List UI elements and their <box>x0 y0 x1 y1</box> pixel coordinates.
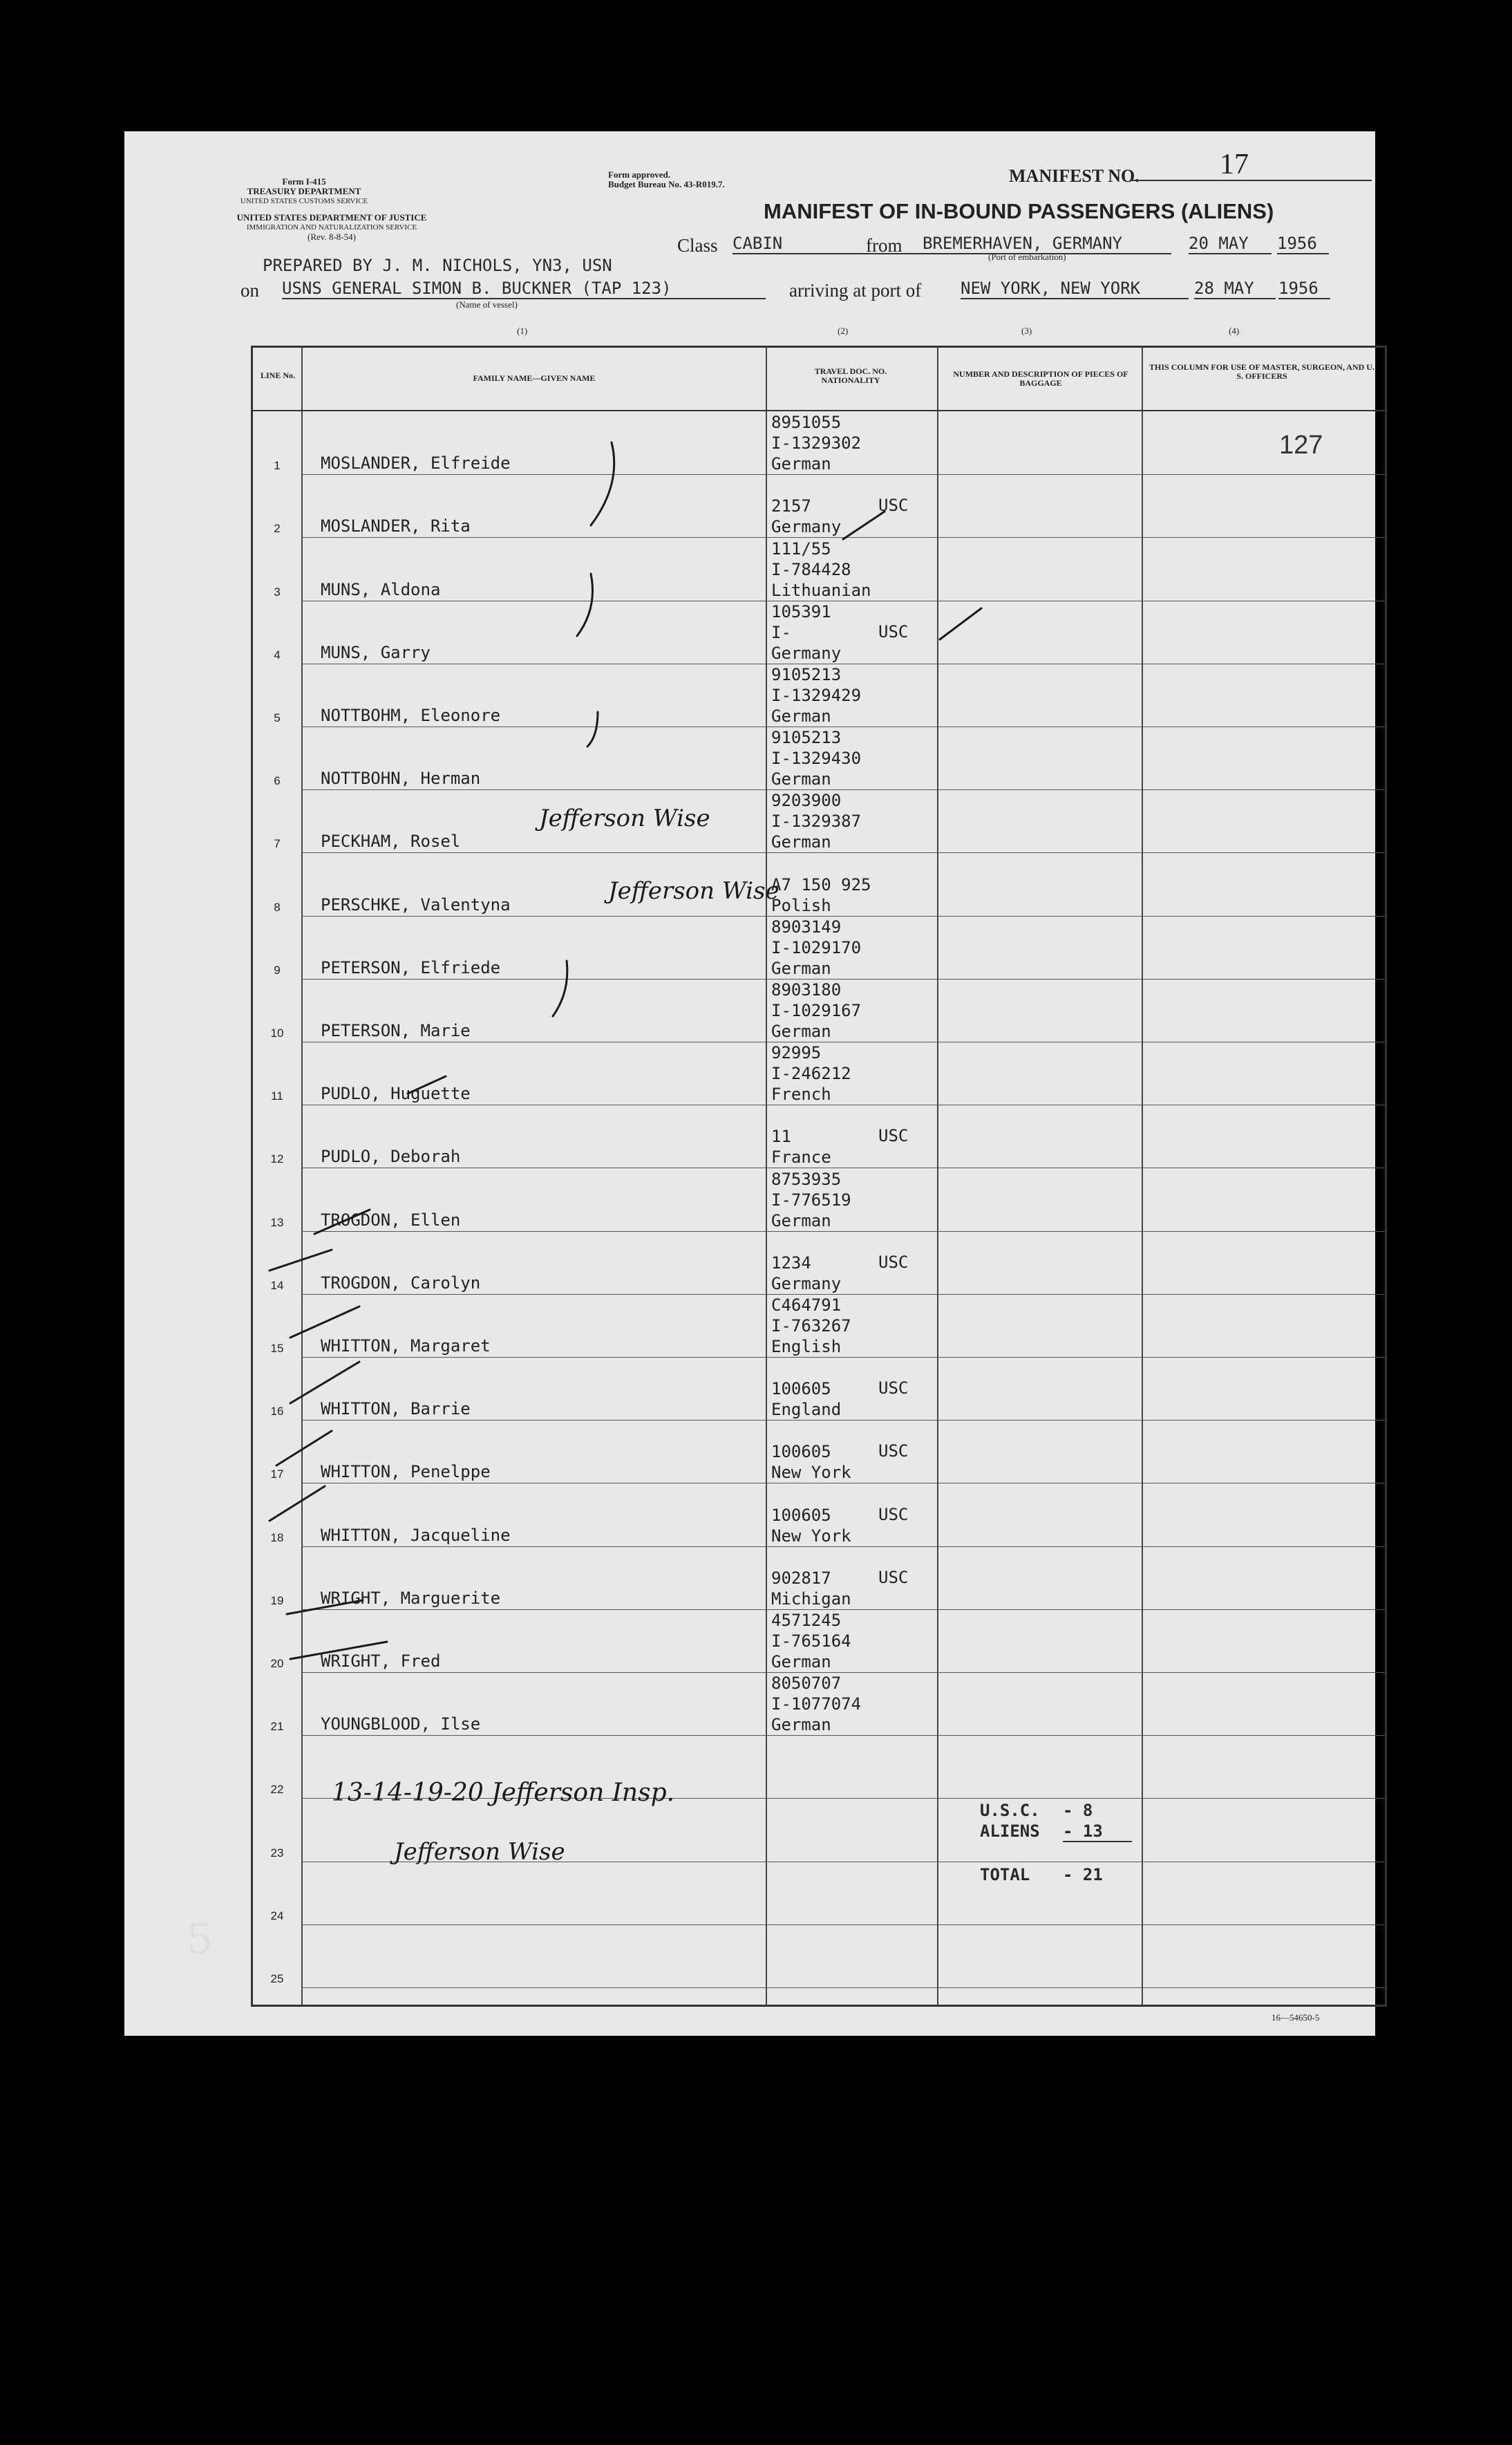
arrival-year: 1956 <box>1278 279 1330 299</box>
citizenship-flag: USC <box>878 1504 909 1524</box>
passenger-name: WRIGHT, Marguerite <box>321 1588 501 1608</box>
header-travel-doc: TRAVEL DOC. NO. NATIONALITY <box>814 366 887 385</box>
check-mark <box>290 1306 359 1338</box>
check-mark <box>553 961 567 1016</box>
travel-doc: 8951055 I-1329302 German <box>771 413 862 474</box>
arrival-date: 28 MAY <box>1194 279 1276 299</box>
passenger-name: TROGDON, Ellen <box>321 1210 461 1230</box>
treasury-dept: TREASURY DEPARTMENT <box>247 186 361 196</box>
passenger-name: NOTTBOHN, Herman <box>321 769 481 789</box>
check-mark <box>577 574 593 636</box>
passenger-name: WHITTON, Barrie <box>321 1399 471 1419</box>
travel-doc: 1234 Germany <box>771 1253 842 1293</box>
aliens-total-value: - 13 <box>1063 1821 1132 1842</box>
line-number: 14 <box>270 1278 284 1292</box>
footer-code: 16—54650-5 <box>1272 2012 1320 2023</box>
passenger-name: YOUNGBLOOD, Ilse <box>321 1714 481 1734</box>
grand-total-label: TOTAL <box>980 1865 1030 1884</box>
line-number: 24 <box>270 1909 284 1922</box>
line-number: 6 <box>274 774 281 788</box>
handwriting-overlay <box>124 131 1375 2036</box>
line-number: 5 <box>274 711 281 724</box>
line-number: 20 <box>270 1656 284 1670</box>
grand-total-value: - 21 <box>1063 1865 1103 1884</box>
customs-service: UNITED STATES CUSTOMS SERVICE <box>240 197 368 205</box>
budget-bureau: Budget Bureau No. 43-R019.7. <box>608 179 725 189</box>
ins-service: IMMIGRATION AND NATURALIZATION SERVICE <box>246 223 417 232</box>
passenger-name: TROGDON, Carolyn <box>321 1273 481 1293</box>
vessel-name: USNS GENERAL SIMON B. BUCKNER (TAP 123) <box>282 279 766 299</box>
check-mark <box>940 608 981 639</box>
passenger-name: PERSCHKE, Valentyna <box>321 894 511 915</box>
passenger-name: MUNS, Garry <box>321 642 431 662</box>
travel-doc: 11 France <box>771 1127 831 1168</box>
header-family-name: FAMILY NAME—GIVEN NAME <box>473 373 596 383</box>
usc-total-value: - 8 <box>1063 1801 1093 1820</box>
manifest-title: MANIFEST OF IN-BOUND PASSENGERS (ALIENS) <box>764 199 1274 223</box>
passenger-name: PETERSON, Elfriede <box>321 957 501 977</box>
travel-doc: 9203900 I-1329387 German <box>771 791 862 852</box>
travel-doc: 2157 Germany <box>771 496 842 537</box>
departure-date: 20 MAY <box>1189 234 1272 254</box>
check-mark <box>587 712 598 747</box>
col-num-1: (1) <box>517 326 528 336</box>
handwritten-signature: Jefferson Wise <box>539 805 710 832</box>
margin-mark: 5 <box>187 1915 214 1963</box>
on-label: on <box>240 280 259 301</box>
aliens-total-label: ALIENS <box>980 1821 1040 1841</box>
handwritten-signature: Jefferson Wise <box>608 877 779 905</box>
travel-doc: C464791 I-763267 English <box>771 1295 851 1356</box>
line-number: 4 <box>274 648 281 662</box>
from-label: from <box>866 235 903 256</box>
arriving-label: arriving at port of <box>789 280 922 301</box>
travel-doc: 8050707 I-1077074 German <box>771 1674 862 1735</box>
line-number: 2 <box>274 522 281 536</box>
passenger-name: WHITTON, Penelppe <box>321 1462 491 1482</box>
col-num-4: (4) <box>1229 326 1240 336</box>
travel-doc: A7 150 925 Polish <box>771 874 871 915</box>
check-mark <box>843 512 885 539</box>
justice-dept: UNITED STATES DEPARTMENT OF JUSTICE <box>236 212 427 223</box>
passenger-name: MOSLANDER, Rita <box>321 516 471 536</box>
vessel-caption: (Name of vessel) <box>456 299 518 310</box>
line-number: 1 <box>274 459 281 473</box>
line-number: 21 <box>270 1720 284 1734</box>
line-number: 7 <box>274 837 281 851</box>
travel-doc: 100605 New York <box>771 1505 851 1546</box>
check-mark <box>270 1486 325 1521</box>
line-number: 12 <box>270 1152 284 1166</box>
citizenship-flag: USC <box>878 1126 909 1146</box>
check-mark <box>314 1210 370 1234</box>
passenger-name: PUDLO, Deborah <box>321 1147 461 1167</box>
form-number: Form I-415 <box>282 176 326 187</box>
citizenship-flag: USC <box>878 1378 909 1398</box>
check-mark <box>270 1250 332 1271</box>
line-number: 16 <box>270 1405 284 1418</box>
passenger-name: WHITTON, Jacqueline <box>321 1525 511 1545</box>
passenger-name: MUNS, Aldona <box>321 579 441 599</box>
line-number: 19 <box>270 1593 284 1607</box>
citizenship-flag: USC <box>878 1441 909 1461</box>
manifest-page <box>124 131 1375 2036</box>
departure-year: 1956 <box>1277 234 1329 254</box>
passenger-name: NOTTBOHM, Eleonore <box>321 705 501 725</box>
manifest-no-value: 17 <box>1130 152 1372 181</box>
header-baggage: NUMBER AND DESCRIPTION OF PIECES OF BAGGAGE <box>953 369 1128 388</box>
form-approved: Form approved. <box>608 169 671 180</box>
handwritten-signature: Jefferson Wise <box>394 1838 565 1866</box>
line-number: 11 <box>271 1089 283 1103</box>
class-label: Class <box>677 235 718 256</box>
passenger-name: PETERSON, Marie <box>321 1020 471 1040</box>
passenger-name: PUDLO, Huguette <box>321 1084 471 1104</box>
travel-doc: 111/55 I-784428 Lithuanian <box>771 538 871 600</box>
line-number: 15 <box>270 1341 284 1355</box>
usc-total-label: U.S.C. <box>980 1801 1040 1820</box>
citizenship-flag: USC <box>878 621 909 641</box>
revision: (Rev. 8-8-54) <box>308 232 356 242</box>
check-mark <box>287 1600 363 1614</box>
header-line-no: LINE No. <box>260 371 295 380</box>
line-number: 17 <box>270 1468 284 1481</box>
citizenship-flag: USC <box>878 496 909 516</box>
passenger-name: WRIGHT, Fred <box>321 1651 441 1671</box>
travel-doc: 902817 Michigan <box>771 1568 851 1609</box>
line-number: 3 <box>274 585 281 599</box>
travel-doc: 92995 I-246212 French <box>771 1043 851 1105</box>
col-num-3: (3) <box>1021 326 1032 336</box>
travel-doc: 9105213 I-1329430 German <box>771 728 862 789</box>
col-num-2: (2) <box>838 326 849 336</box>
officer-note: 127 <box>1279 431 1323 460</box>
arrival-port: NEW YORK, NEW YORK <box>961 279 1189 299</box>
check-mark <box>276 1431 332 1465</box>
line-number: 8 <box>274 900 281 914</box>
line-number: 25 <box>270 1971 284 1985</box>
line-number: 10 <box>270 1026 284 1040</box>
check-mark <box>290 1362 359 1403</box>
header-officers: THIS COLUMN FOR USE OF MASTER, SURGEON, AND U. S. OFFICERS <box>1149 362 1374 381</box>
line-number: 9 <box>274 963 281 977</box>
line-number: 18 <box>270 1530 284 1544</box>
passenger-name: PECKHAM, Rosel <box>321 832 461 852</box>
travel-doc: 8903149 I-1029170 German <box>771 917 862 978</box>
line-number: 13 <box>270 1215 284 1229</box>
travel-doc: 100605 England <box>771 1379 842 1420</box>
prepared-by: PREPARED BY J. M. NICHOLS, YN3, USN <box>263 256 612 275</box>
manifest-no-label: MANIFEST NO. <box>1009 166 1140 186</box>
travel-doc: 8903180 I-1029167 German <box>771 980 862 1041</box>
embarkation-port: BREMERHAVEN, GERMANY <box>923 234 1171 254</box>
citizenship-flag: USC <box>878 1252 909 1272</box>
citizenship-flag: USC <box>878 1567 909 1587</box>
class-value: CABIN <box>733 234 981 254</box>
travel-doc: 9105213 I-1329429 German <box>771 664 862 726</box>
travel-doc: 8753935 I-776519 German <box>771 1169 851 1230</box>
passenger-name: MOSLANDER, Elfreide <box>321 453 511 474</box>
check-mark <box>591 442 614 525</box>
handwritten-note: 13-14-19-20 Jefferson Insp. <box>332 1779 675 1807</box>
embarkation-caption: (Port of embarkation) <box>988 252 1066 262</box>
check-mark <box>290 1642 387 1659</box>
travel-doc: 105391 I- Germany <box>771 601 842 663</box>
line-number: 22 <box>270 1783 284 1797</box>
passenger-name: WHITTON, Margaret <box>321 1336 491 1356</box>
travel-doc: 4571245 I-765164 German <box>771 1610 851 1671</box>
check-mark <box>408 1076 446 1094</box>
line-number: 23 <box>270 1846 284 1859</box>
travel-doc: 100605 New York <box>771 1442 851 1483</box>
